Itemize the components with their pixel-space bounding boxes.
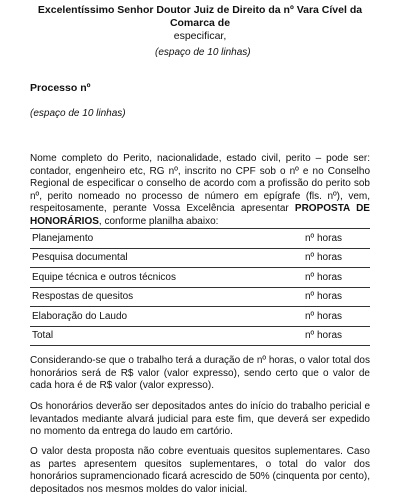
- row-value: nº horas: [303, 287, 370, 307]
- header-line-1: Excelentíssimo Senhor Doutor Juiz de Direito da nº Vara Cível da Comarca de: [37, 4, 363, 29]
- intro-text: Nome completo do Perito, nacionalidade, estado civil, perito – pode ser: contador, engenheiro etc, RG nº, inscrito no CPF sob o nº e no Conselho Regional de especificar o conselho de acordo com a profissão do perito sob nº, perito nomeado no processo de número em epígrafe (fls. nº), vem, respeitosamente, perante Vossa Excelência apresentar: [30, 153, 370, 214]
- row-item: Elaboração do Laudo: [30, 307, 303, 327]
- row-item: Total: [30, 326, 303, 346]
- duration-paragraph: Considerando-se que o trabalho terá a duração de nº horas, o valor total dos honorários será de R$ valor (valor expresso), sendo certo que o valor de cada hora é de R$ valor (valor expresso).: [30, 355, 370, 391]
- table-row: [30, 268, 370, 288]
- deposit-paragraph: Os honorários deverão ser depositados antes do início do trabalho pericial e levantados mediante alvará judicial para este fim, que deverá ser expedido no momento da entrega do laudo em cartório.: [30, 401, 370, 437]
- row-item: Pesquisa documental: [30, 248, 303, 268]
- proposal-title: PROPOSTA DE HONORÁRIOS: [30, 203, 370, 227]
- processo-label: Processo nº: [30, 82, 91, 94]
- row-item: Planejamento: [30, 229, 303, 249]
- row-value: nº horas: [303, 307, 370, 327]
- header-line-2: especificar,: [173, 30, 227, 42]
- table-row: [30, 229, 370, 249]
- table-row: [30, 248, 370, 268]
- row-item: Equipe técnica e outros técnicos: [30, 268, 303, 288]
- row-item: Respostas de quesitos: [30, 287, 303, 307]
- court-header: [30, 4, 370, 43]
- supplementary-paragraph: O valor desta proposta não cobre eventuais quesitos suplementares. Caso as partes apresentem quesitos suplementares, o total do valor dos honorários supramencionado ficará acrescido de 50% (cinquenta por cento), depositados nos mesmos moldes do valor inicial.: [30, 446, 370, 495]
- table-row: [30, 287, 370, 307]
- row-value: nº horas: [303, 229, 370, 249]
- fees-table: [30, 228, 370, 346]
- space-note-1: (espaço de 10 linhas): [155, 47, 251, 58]
- row-value: nº horas: [303, 326, 370, 346]
- table-row: [30, 326, 370, 346]
- row-value: nº horas: [303, 268, 370, 288]
- intro-paragraph: [30, 153, 370, 228]
- table-row: [30, 307, 370, 327]
- row-value: nº horas: [303, 248, 370, 268]
- space-note-2: (espaço de 10 linhas): [30, 108, 126, 119]
- intro-tail: , conforme planilha abaixo:: [98, 215, 219, 227]
